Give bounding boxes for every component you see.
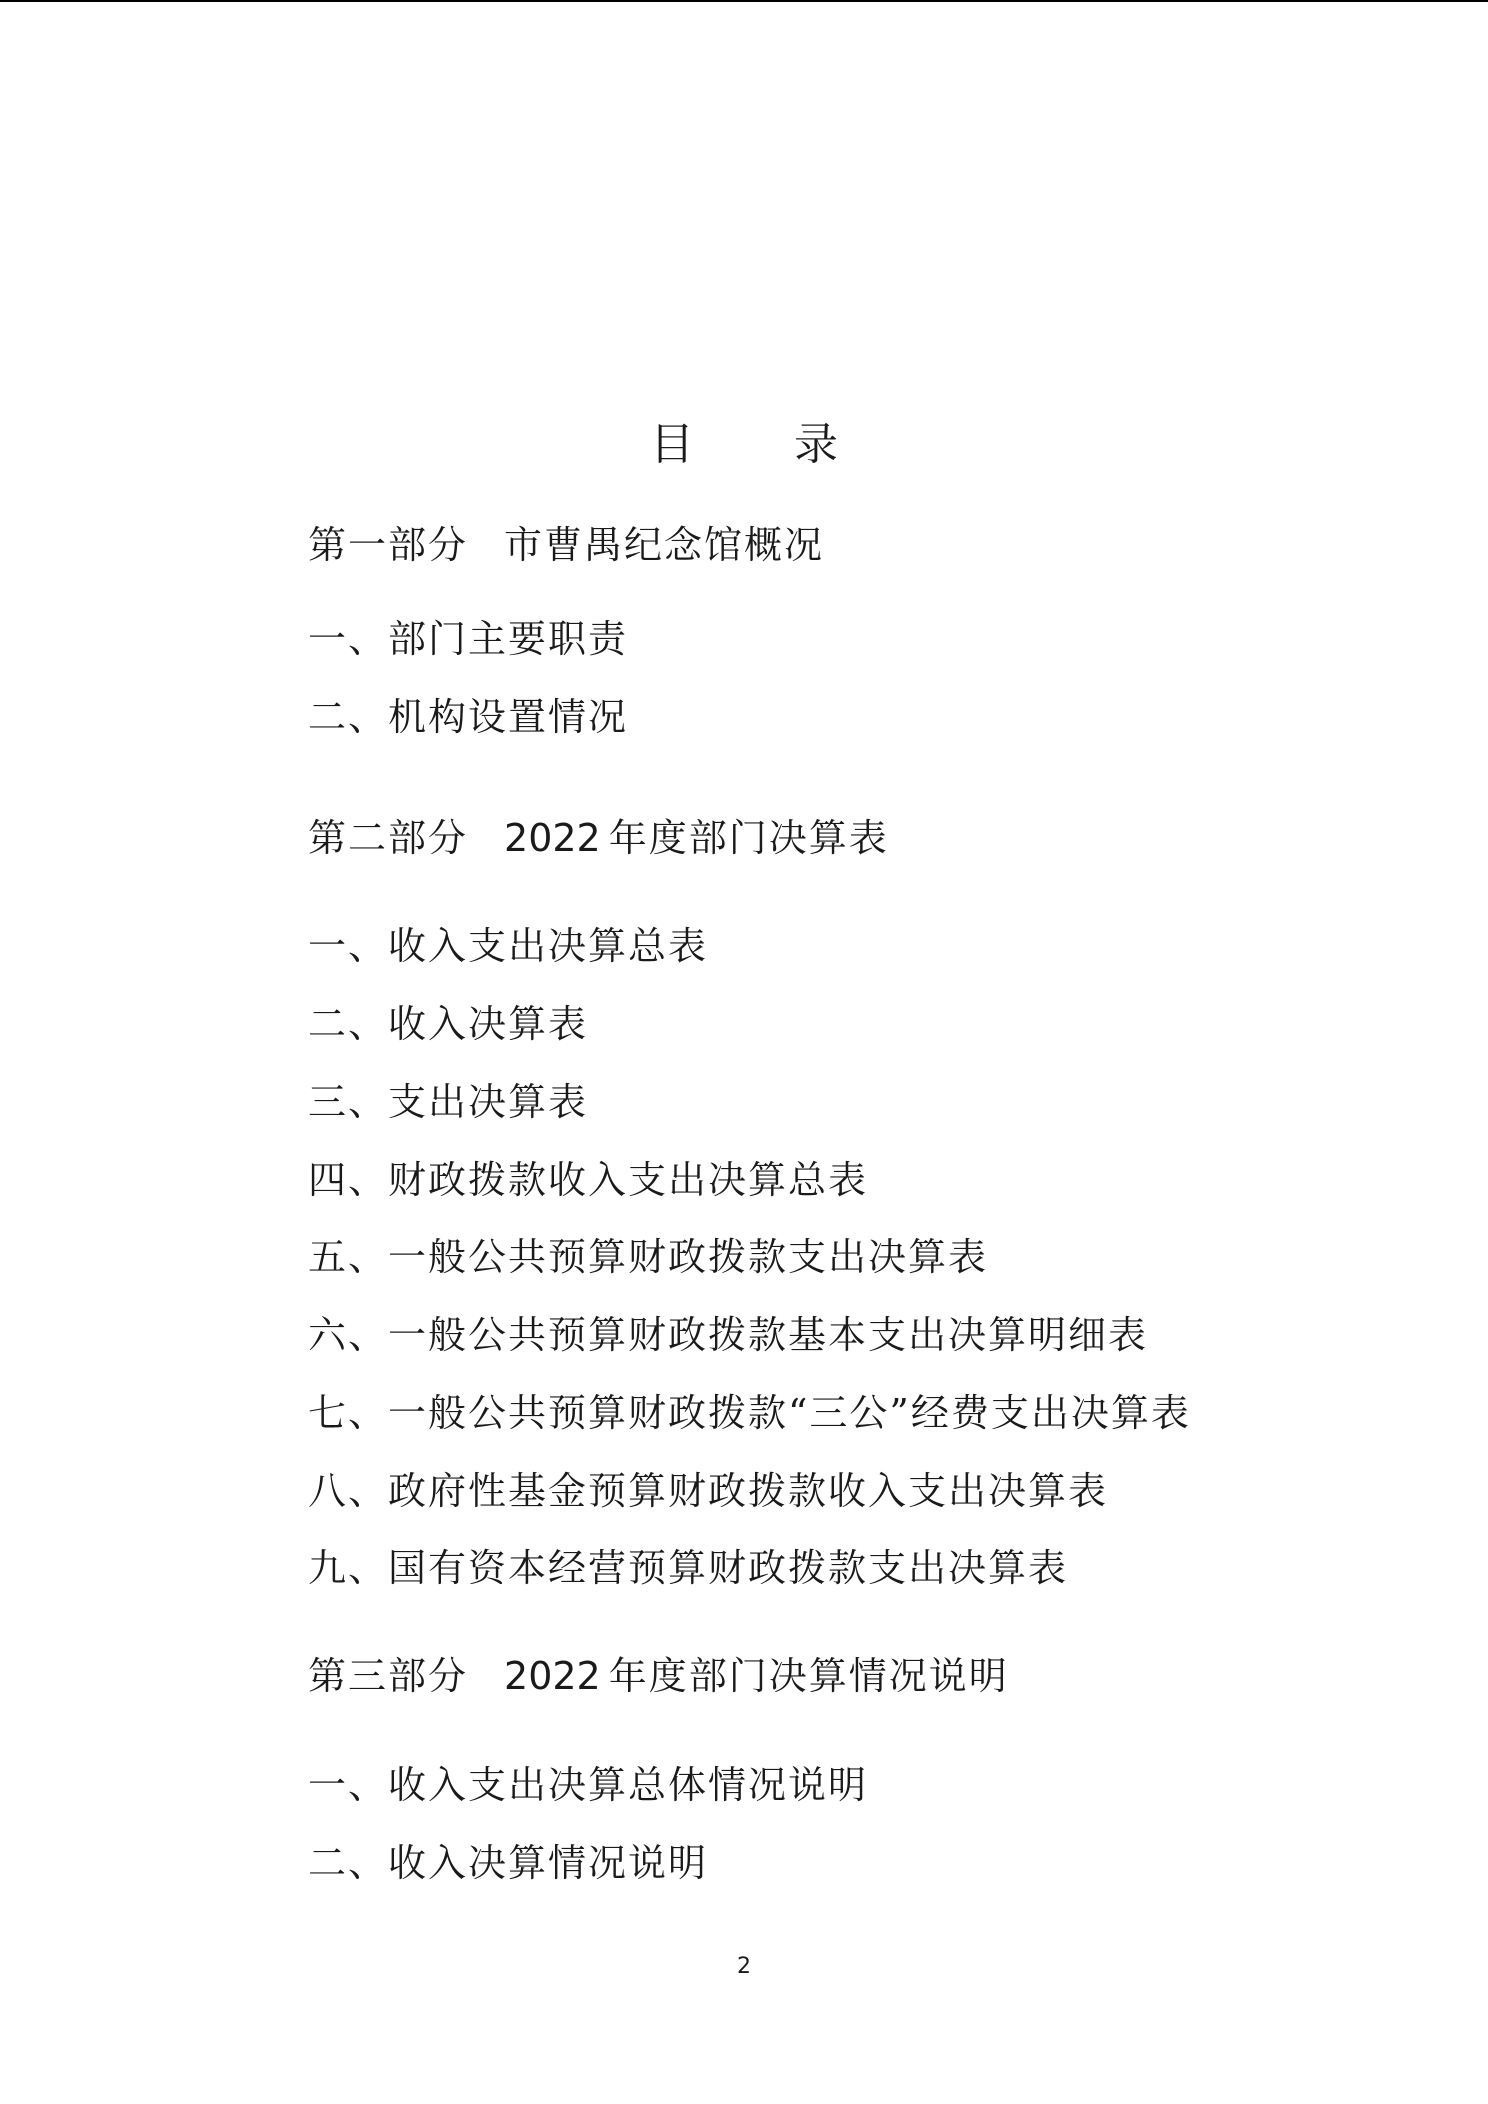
part-2-title: 年度部门决算表 xyxy=(608,816,889,860)
toc-item[interactable]: 九、国有资本经营预算财政拨款支出决算表 xyxy=(308,1546,1069,1590)
title-char-1: 目 xyxy=(650,419,694,470)
toc-item[interactable]: 一、收入支出决算总体情况说明 xyxy=(308,1763,869,1807)
page-title xyxy=(0,408,1488,472)
toc-item[interactable]: 二、收入决算情况说明 xyxy=(308,1841,709,1885)
part-3-title: 年度部门决算情况说明 xyxy=(608,1654,1009,1698)
title-char-2: 录 xyxy=(794,419,838,470)
toc-item[interactable]: 三、支出决算表 xyxy=(308,1080,589,1124)
toc-item[interactable]: 四、财政拨款收入支出决算总表 xyxy=(308,1158,869,1202)
toc-item[interactable]: 五、一般公共预算财政拨款支出决算表 xyxy=(308,1235,989,1279)
toc-item[interactable]: 二、收入决算表 xyxy=(308,1002,589,1046)
toc-item[interactable]: 七、一般公共预算财政拨款“三公”经费支出决算表 xyxy=(308,1391,1191,1435)
toc-item[interactable]: 六、一般公共预算财政拨款基本支出决算明细表 xyxy=(308,1313,1149,1357)
part-2-year: 2022 xyxy=(504,816,601,860)
part-2-label: 第二部分 xyxy=(308,816,469,860)
page-number: 2 xyxy=(737,1954,751,1979)
part-3-label: 第三部分 xyxy=(308,1654,469,1698)
part-3-year: 2022 xyxy=(504,1654,601,1698)
part-1-label: 第一部分 xyxy=(308,523,469,567)
toc-part-1[interactable] xyxy=(308,520,824,570)
part-1-title: 市曹禺纪念馆概况 xyxy=(504,523,825,567)
toc-item[interactable]: 八、政府性基金预算财政拨款收入支出决算表 xyxy=(308,1469,1109,1513)
toc-item[interactable]: 二、机构设置情况 xyxy=(308,695,629,739)
toc-item[interactable]: 一、部门主要职责 xyxy=(308,617,629,661)
toc-part-3[interactable] xyxy=(308,1651,1009,1701)
top-border xyxy=(0,0,1488,2)
toc-part-2[interactable] xyxy=(308,813,889,863)
toc-item[interactable]: 一、收入支出决算总表 xyxy=(308,924,709,968)
